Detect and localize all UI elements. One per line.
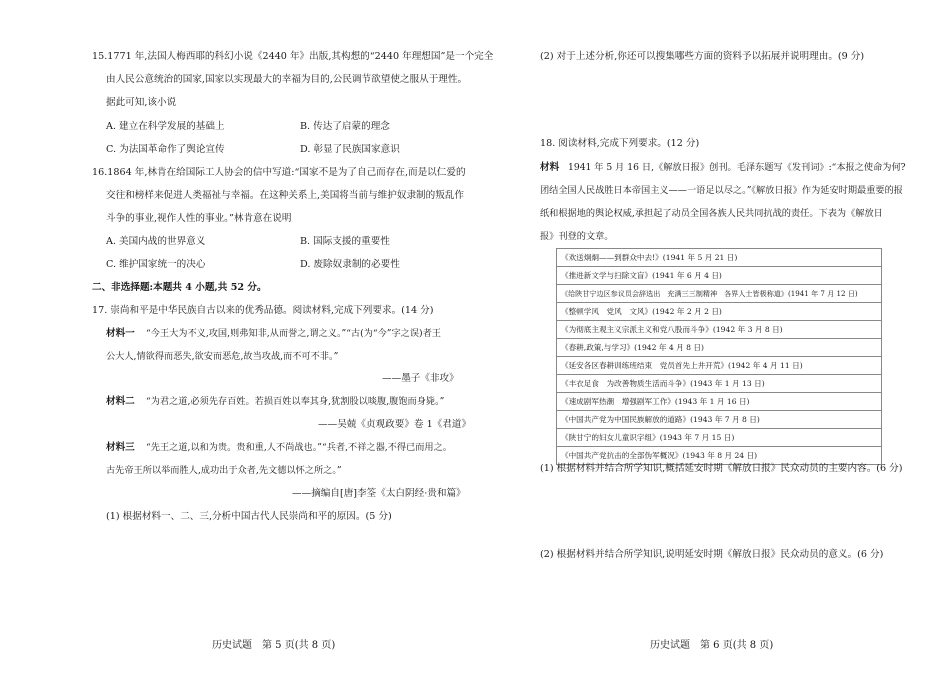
q18-material-line2: 团结全国人民战胜日本帝国主义——一语足以尽之。”《解放日报》作为延安时期最重要的报	[540, 185, 903, 196]
article-cell: 《延安各区春耕训练班结束 党员首先上井开荒》(1942 年 4 月 11 日)	[557, 357, 882, 375]
article-cell: 《丰衣足食 为改善物质生活而斗争》(1943 年 1 月 13 日)	[557, 375, 882, 393]
q17-material2-label: 材料二	[106, 396, 135, 407]
q18-material-line3: 纸和根据地的舆论权威,承担起了动员全国各族人民共同抗战的责任。下表为《解放日	[540, 208, 883, 219]
q16-line1: 16.1864 年,林肯在给国际工人协会的信中写道:“国家不是为了自己而存在,而是以仁爱的	[92, 167, 466, 178]
table-row	[557, 375, 882, 393]
q15-option-a: A. 建立在科学发展的基础上	[106, 121, 225, 132]
table-row	[557, 393, 882, 411]
table-row	[557, 357, 882, 375]
q17-stem: 17. 崇尚和平是中华民族自古以来的优秀品德。阅读材料,完成下列要求。(14 分)	[92, 305, 434, 316]
q17-material2-source: ——吴兢《贞观政要》卷 1《君道》	[318, 419, 472, 430]
article-cell: 《推进新文学与扫除文盲》(1941 年 6 月 4 日)	[557, 267, 882, 285]
article-cell: 《为彻底主观主义宗派主义和党八股而斗争》(1942 年 3 月 8 日)	[557, 321, 882, 339]
article-cell: 《中国共产党为中国民族解放的道路》(1943 年 7 月 8 日)	[557, 411, 882, 429]
q16-option-a: A. 美国内战的世界意义	[106, 236, 206, 247]
q17-material3-text1: “先王之道,以和为贵。贵和重,人不尚战也。”“兵者,不祥之器,不得已而用之。	[146, 442, 452, 453]
q17-material1-text1: “今王大为不义,攻国,则弗知非,从而誉之,谓之义。”“古(为“今”字之误)者王	[146, 328, 441, 339]
article-cell: 《给陕甘宁边区参议员会辞选出 充满三三制精神 各界人士皆极称道》(1941 年 7 月 12 日)	[557, 285, 882, 303]
article-cell: 《速成剧军热潮 增强剧军工作》(1943 年 1 月 16 日)	[557, 393, 882, 411]
q18-requirement1: (1) 根据材料并结合所学知识,概括延安时期《解放日报》民众动员的主要内容。(6 分)	[540, 463, 903, 474]
q17-material1-label: 材料一	[106, 328, 135, 339]
table-row	[557, 321, 882, 339]
article-cell: 《陕甘宁的妇女儿童识字组》(1943 年 7 月 15 日)	[557, 429, 882, 447]
right-page	[500, 0, 950, 688]
article-cell: 《春耕,政策,与学习》(1942 年 4 月 8 日)	[557, 339, 882, 357]
table-row	[557, 339, 882, 357]
article-cell: 《整顿学风 党风 文风》(1942 年 2 月 2 日)	[557, 303, 882, 321]
q17-material2-text1: “为君之道,必须先存百姓。若损百姓以奉其身,犹割股以啖腹,腹饱而身毙。”	[146, 396, 445, 407]
table-row	[557, 303, 882, 321]
right-page-footer: 历史试题 第 6 页(共 8 页)	[650, 640, 774, 651]
q17-material3-text2: 古先帝王所以举而胜人,成功出于众者,先文德以怀之所之。”	[106, 465, 342, 476]
q18-material-line1: 1941 年 5 月 16 日,《解放日报》创刊。毛泽东题写《发刊词》:“本报之使命为何?	[568, 162, 906, 173]
article-cell: 《中国共产党抗击的全部伪军概况》(1943 年 8 月 24 日)	[557, 447, 882, 465]
q16-option-d: D. 废除奴隶制的必要性	[300, 259, 400, 270]
q16-option-c: C. 维护国家统一的决心	[106, 259, 206, 270]
q17-material1-source: ——墨子《非攻》	[382, 373, 459, 384]
q18-requirement2: (2) 根据材料并结合所学知识,说明延安时期《解放日报》民众动员的意义。(6 分)	[540, 549, 884, 560]
table-row	[557, 267, 882, 285]
q17-material1-text2: 公大人,情欲得而恶失,欲安而恶危,故当攻战,而不可不非。”	[106, 351, 339, 362]
q17-material3-label: 材料三	[106, 442, 135, 453]
section-heading: 二、非选择题:本题共 4 小题,共 52 分。	[92, 282, 267, 293]
table-row	[557, 411, 882, 429]
article-cell: 《欢送炯炯——到群众中去!》(1941 年 5 月 21 日)	[557, 249, 882, 267]
q15-option-c: C. 为法国革命作了舆论宣传	[106, 144, 225, 155]
q16-option-b: B. 国际支援的重要性	[300, 236, 390, 247]
q16-line2: 交往和榜样来促进人类福祉与幸福。在这种关系上,美国将当前与维护奴隶制的叛乱作	[106, 190, 465, 201]
q15-line1: 15.1771 年,法国人梅西耶的科幻小说《2440 年》出版,其构想的“2440 年理想国”是一个完全	[92, 51, 494, 62]
q15-option-d: D. 彰显了民族国家意识	[300, 144, 400, 155]
q18-material-label: 材料	[540, 162, 560, 173]
table-row	[557, 249, 882, 267]
q17-requirement1: (1) 根据材料一、二、三,分析中国古代人民崇尚和平的原因。(5 分)	[106, 511, 392, 522]
q16-line3: 斗争的事业,视作人性的事业。”林肯意在说明	[106, 213, 292, 224]
left-page-footer: 历史试题 第 5 页(共 8 页)	[212, 640, 336, 651]
articles-table	[556, 248, 882, 465]
q18-stem: 18. 阅读材料,完成下列要求。(12 分)	[540, 138, 700, 149]
q17-material3-source: ——摘编自[唐]李筌《太白阴经·贵和篇》	[292, 488, 466, 499]
table-row	[557, 429, 882, 447]
table-row	[557, 285, 882, 303]
q15-line2: 由人民公意统治的国家,国家以实现最大的幸福为目的,公民调节欲望使之服从于理性。	[106, 74, 468, 85]
q17-requirement2: (2) 对于上述分析,你还可以搜集哪些方面的资料予以拓展并说明理由。(9 分)	[540, 51, 865, 62]
q18-material-line4: 报》刊登的文章。	[540, 231, 614, 242]
q15-option-b: B. 传达了启蒙的理念	[300, 121, 390, 132]
q15-line3: 据此可知,该小说	[106, 97, 177, 108]
